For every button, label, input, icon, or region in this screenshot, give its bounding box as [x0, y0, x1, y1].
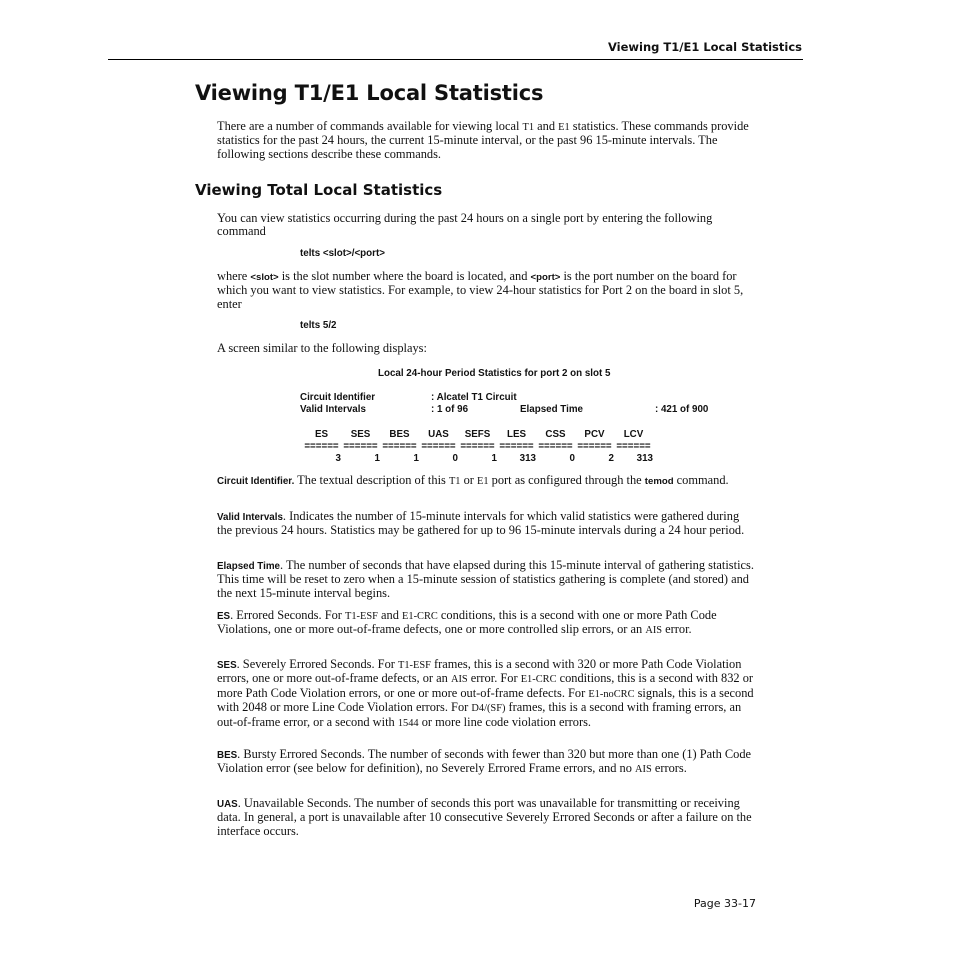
- definition-es: ES. Errored Seconds. For T1-ESF and E1-CRC conditions, this is a second with one or more Path Code Violations, one or more out-of-frame defects, one or more controlled slip errors, or an AIS error.: [217, 608, 717, 637]
- column-header: SEFS: [464, 429, 491, 440]
- separator-cell: ======: [460, 441, 495, 452]
- separator-cell: ======: [577, 441, 612, 452]
- value-cell: 0: [452, 453, 458, 464]
- column-header: BES: [389, 429, 410, 440]
- separator-cell: ======: [382, 441, 417, 452]
- definition-uas: UAS. Unavailable Seconds. The number of seconds this port was unavailable for transmitting or receiving data. In general, a port is unavailable after 10 consecutive Severely Errored Seconds or after a failure on the interface occurs.: [217, 796, 752, 838]
- stats-separator-row: [302, 441, 653, 453]
- separator-cell: ======: [538, 441, 573, 452]
- screen-intro: A screen similar to the following displays:: [217, 341, 427, 355]
- separator-cell: ======: [421, 441, 456, 452]
- command-syntax: telts <slot>/<port>: [300, 248, 385, 259]
- running-header: Viewing T1/E1 Local Statistics: [607, 40, 802, 54]
- section-title: Viewing Total Local Statistics: [195, 181, 443, 199]
- stats-value-row: [302, 453, 653, 465]
- screen-title: Local 24-hour Period Statistics for port 2 on slot 5: [378, 368, 611, 379]
- column-header: LCV: [623, 429, 644, 440]
- page-title: Viewing T1/E1 Local Statistics: [195, 81, 544, 105]
- separator-cell: ======: [343, 441, 378, 452]
- column-header: LES: [506, 429, 527, 440]
- definition-circuit-identifier: Circuit Identifier. The textual description of this T1 or E1 port as configured through the temod command.: [217, 473, 729, 487]
- definition-bes: BES. Bursty Errored Seconds. The number of seconds with fewer than 320 but more than one (1) Path Code Violation error (see below for definition), no Severely Errored Frame errors, and no AIS errors.: [217, 747, 752, 776]
- column-header: ES: [314, 429, 329, 440]
- value-cell: 313: [519, 453, 536, 464]
- elapsed-time-label: Elapsed Time: [520, 404, 583, 415]
- where-paragraph: where <slot> is the slot number where the board is located, and <port> is the port number on the board for which you want to view statistics. For example, to view 24-hour statistics for Port 2 on the board in slot 5, enter: [217, 269, 744, 311]
- intro-paragraph: There are a number of commands available for viewing local T1 and E1 statistics. These commands provide statistics for the past 24 hours, the current 15-minute interval, or the past 96 15-minute intervals. The following sections describe these commands.: [217, 119, 749, 161]
- value-cell: 0: [569, 453, 575, 464]
- value-cell: 1: [413, 453, 419, 464]
- column-header: UAS: [428, 429, 449, 440]
- circuit-identifier-value: : Alcatel T1 Circuit: [431, 392, 517, 403]
- circuit-identifier-label: Circuit Identifier: [300, 392, 376, 403]
- definition-ses: SES. Severely Errored Seconds. For T1-ESF frames, this is a second with 320 or more Path Code Violation errors, one or more out-of-frame defects, or an AIS error. For E1-CRC conditions, this is a second with 832 or more Path Code Violation errors, or one or more out-of-frame defects. For E1-noCRC signals, this is a second with 2048 or more Line Code Violation errors. For D4/(SF) frames, this is a second with framing errors, an out-of-frame error, or a second with 1544 or more line code violation errors.: [217, 657, 754, 729]
- value-cell: 3: [335, 453, 341, 464]
- value-cell: 313: [636, 453, 653, 464]
- valid-intervals-label: Valid Intervals: [300, 404, 366, 415]
- valid-intervals-value: : 1 of 96: [431, 404, 469, 415]
- stats-table: [302, 429, 653, 465]
- separator-cell: ======: [616, 441, 651, 452]
- definition-elapsed-time: Elapsed Time. The number of seconds that have elapsed during this 15-minute interval of gathering statistics. This time will be reset to zero when a 15-minute session of statistics gathering is complete (and stored) and the next 15-minute interval begins.: [217, 558, 754, 600]
- separator-cell: ======: [499, 441, 534, 452]
- value-cell: 1: [374, 453, 380, 464]
- stats-header-row: [302, 429, 653, 441]
- column-header: SES: [350, 429, 371, 440]
- value-cell: 2: [608, 453, 614, 464]
- value-cell: 1: [491, 453, 497, 464]
- definition-valid-intervals: Valid Intervals. Indicates the number of 15-minute intervals for which valid statistics were gathered during the previous 24 hours. Statistics may be gathered for up to 96 15-minute intervals during a 24 hour period.: [217, 509, 745, 538]
- page-number: Page 33-17: [693, 897, 756, 910]
- column-header: CSS: [545, 429, 566, 440]
- header-rule: [108, 59, 803, 60]
- command-example: telts 5/2: [300, 320, 337, 331]
- separator-cell: ======: [304, 441, 339, 452]
- section-paragraph: You can view statistics occurring during the past 24 hours on a single port by entering the following command: [217, 211, 713, 239]
- elapsed-time-value: : 421 of 900: [655, 404, 709, 415]
- column-header: PCV: [584, 429, 605, 440]
